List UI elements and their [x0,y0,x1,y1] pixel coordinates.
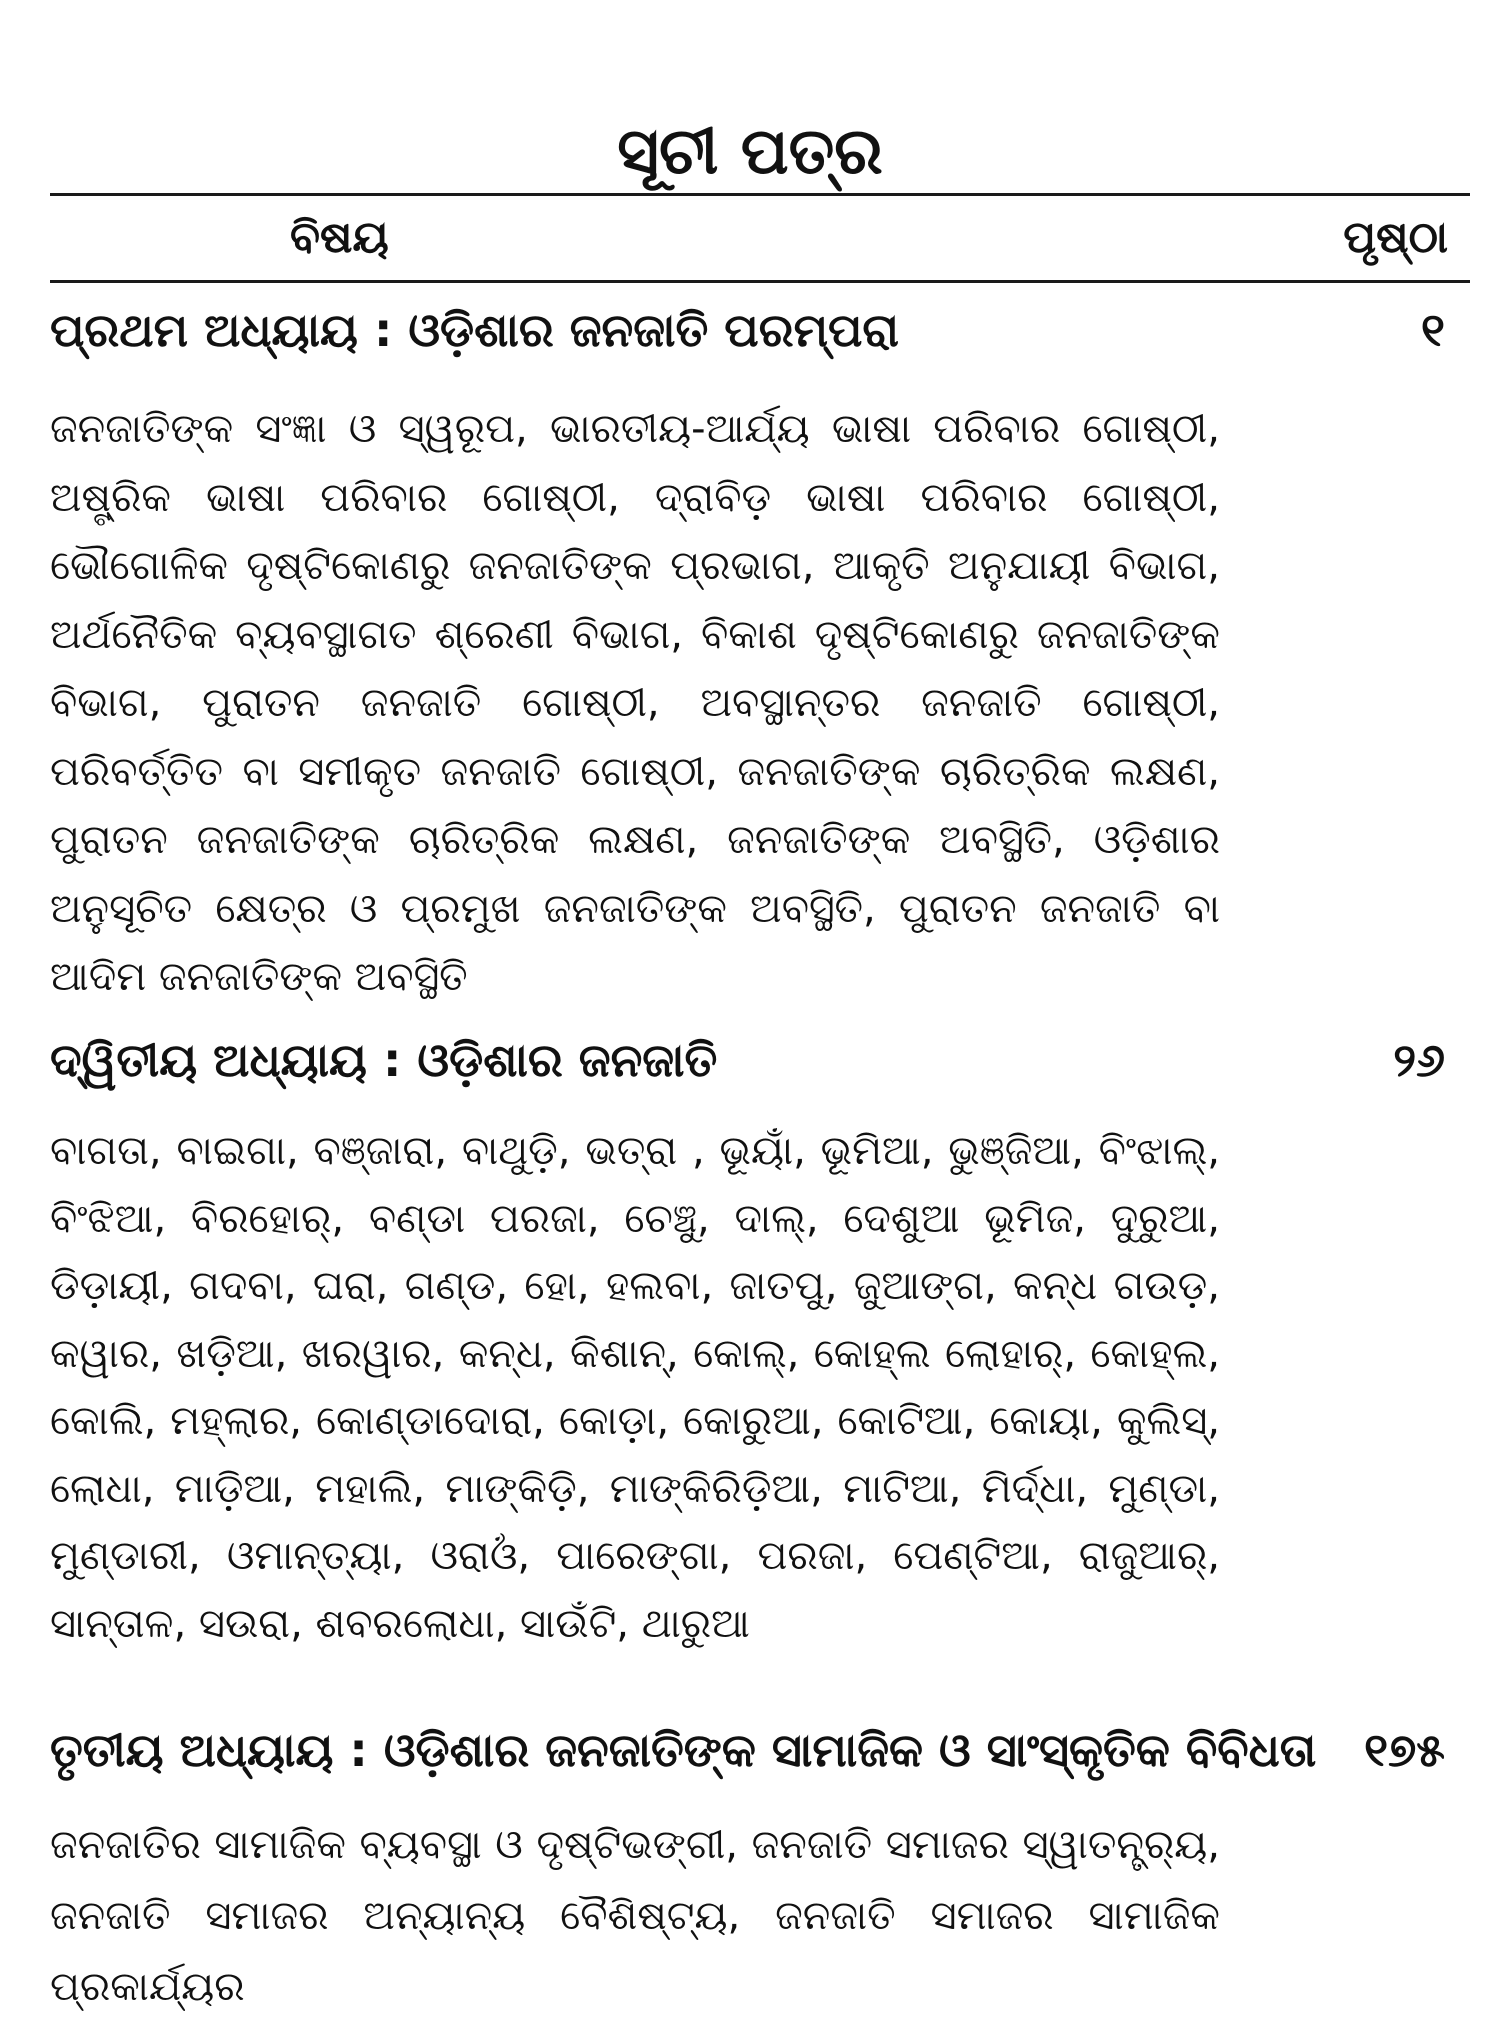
page-title: ସୂଚୀ ପତ୍ର [617,115,883,189]
column-header-page: ପୃଷ୍ଠା [1343,212,1448,263]
column-header-subject: ବିଷୟ [290,212,389,263]
header-rule-top [50,193,1470,196]
chapter-3-topics: ଜନଜାତିର ସାମାଜିକ ବ୍ୟବସ୍ଥା ଓ ଦୃଷ୍ଟିଭଙ୍ଗୀ, ଜନଜାତି ସମାଜର ସ୍ୱାତନ୍ତ୍ର୍ୟ, ଜନଜାତି ସମାଜର ଅନ୍ୟାନ୍ୟ ବୈଶିଷ୍ଟ୍ୟ, ଜନଜାତି ସମାଜର ସାମାଜିକ ପ୍ରକାର୍ଯ୍ୟର [50,1822,1220,2010]
chapter-2-page-number: ୨୬ [1393,1033,1445,1087]
chapter-3-heading: ତୃତୀୟ ଅଧ୍ୟାୟ : ଓଡ଼ିଶାର ଜନଜାତିଙ୍କ ସାମାଜିକ ଓ ସାଂସ୍କୃତିକ ବିବିଧତା [50,1723,1317,1777]
chapter-2-topics: ବାଗତା, ବାଇଗା, ବଞ୍ଜାରା, ବାଥୁଡ଼ି, ଭତ୍ରା , ଭୂୟାଁ, ଭୂମିଆ, ଭୁଞ୍ଜିଆ, ବିଂଝାଲ୍, ବିଂଝିଆ, ବିରହୋର୍, ବଣ୍ଡା ପରଜା, ଚେଞ୍ଚୁ, ଦାଲ୍, ଦେଶୁଆ ଭୂମିଜ, ଦୁରୁଆ, ଡିଡ଼ାୟୀ, ଗଦବା, ଘରା, ଗଣ୍ଡ, ହୋ, ହଲବା, ଜାତପୁ, ଜୁଆଙ୍ଗ, କନ୍ଧ ଗଉଡ଼, କୱାର, ଖଡ଼ିଆ, ଖରୱାର, କନ୍ଧ, କିଶାନ୍, କୋଲ୍, କୋହ୍ଲ ଲୋହାର୍, କୋହ୍ଲ, କୋଲି, ମହ୍ଲାର, କୋଣ୍ଡାଦୋରା, କୋଡ଼ା, କୋରୁଆ, କୋଟିଆ, କୋୟା, କୁଲିସ୍, ଲୋଧା, ମାଡ଼ିଆ, ମହାଲି, ମାଙ୍କିଡ଼ି, ମାଙ୍କିରିଡ଼ିଆ, ମାଟିଆ, ମିର୍ଦ୍ଧା, ମୁଣ୍ଡା, ମୁଣ୍ଡାରୀ, ଓମାନ୍ତ୍ୟା, ଓରାଓଁ, ପାରେଙ୍ଗା, ପରଜା, ପେଣ୍ଟିଆ, ରାଜୁଆର୍, ସାନ୍ତାଳ, ସଉରା, ଶବରଲୋଧା, ସାଉଁଟି, ଥାରୁଆ [50,1128,1220,1647]
chapter-2-heading: ଦ୍ୱିତୀୟ ଅଧ୍ୟାୟ : ଓଡ଼ିଶାର ଜନଜାତି [50,1033,718,1087]
chapter-1-topics: ଜନଜାତିଙ୍କ ସଂଜ୍ଞା ଓ ସ୍ୱରୂପ, ଭାରତୀୟ-ଆର୍ଯ୍ୟ ଭାଷା ପରିବାର ଗୋଷ୍ଠୀ, ଅଷ୍ଟ୍ରିକ ଭାଷା ପରିବାର ଗୋଷ୍ଠୀ, ଦ୍ରାବିଡ଼ ଭାଷା ପରିବାର ଗୋଷ୍ଠୀ, ଭୌଗୋଳିକ ଦୃଷ୍ଟିକୋଣରୁ ଜନଜାତିଙ୍କ ପ୍ରଭାଗ, ଆକୃତି ଅନୁଯାୟୀ ବିଭାଗ, ଅର୍ଥନୈତିକ ବ୍ୟବସ୍ଥାଗତ ଶ୍ରେଣୀ ବିଭାଗ, ବିକାଶ ଦୃଷ୍ଟିକୋଣରୁ ଜନଜାତିଙ୍କ ବିଭାଗ, ପୁରାତନ ଜନଜାତି ଗୋଷ୍ଠୀ, ଅବସ୍ଥାନ୍ତର ଜନଜାତି ଗୋଷ୍ଠୀ, ପରିବର୍ତ୍ତିତ ବା ସମୀକୃତ ଜନଜାତି ଗୋଷ୍ଠୀ, ଜନଜାତିଙ୍କ ଚାରିତ୍ରିକ ଲକ୍ଷଣ, ପୁରାତନ ଜନଜାତିଙ୍କ ଚାରିତ୍ରିକ ଲକ୍ଷଣ, ଜନଜାତିଙ୍କ ଅବସ୍ଥିତି, ଓଡ଼ିଶାର ଅନୁସୂଚିତ କ୍ଷେତ୍ର ଓ ପ୍ରମୁଖ ଜନଜାତିଙ୍କ ଅବସ୍ଥିତି, ପୁରାତନ ଜନଜାତି ବା ଆଦିମ ଜନଜାତିଙ୍କ ଅବସ୍ଥିତି [50,406,1220,1000]
chapter-3-page-number: ୧୭୫ [1364,1723,1445,1777]
chapter-1-heading: ପ୍ରଥମ ଅଧ୍ୟାୟ : ଓଡ଼ିଶାର ଜନଜାତି ପରମ୍ପରା [50,303,899,357]
header-rule-bottom [50,280,1470,283]
chapter-1-page-number: ୧ [1421,303,1445,357]
